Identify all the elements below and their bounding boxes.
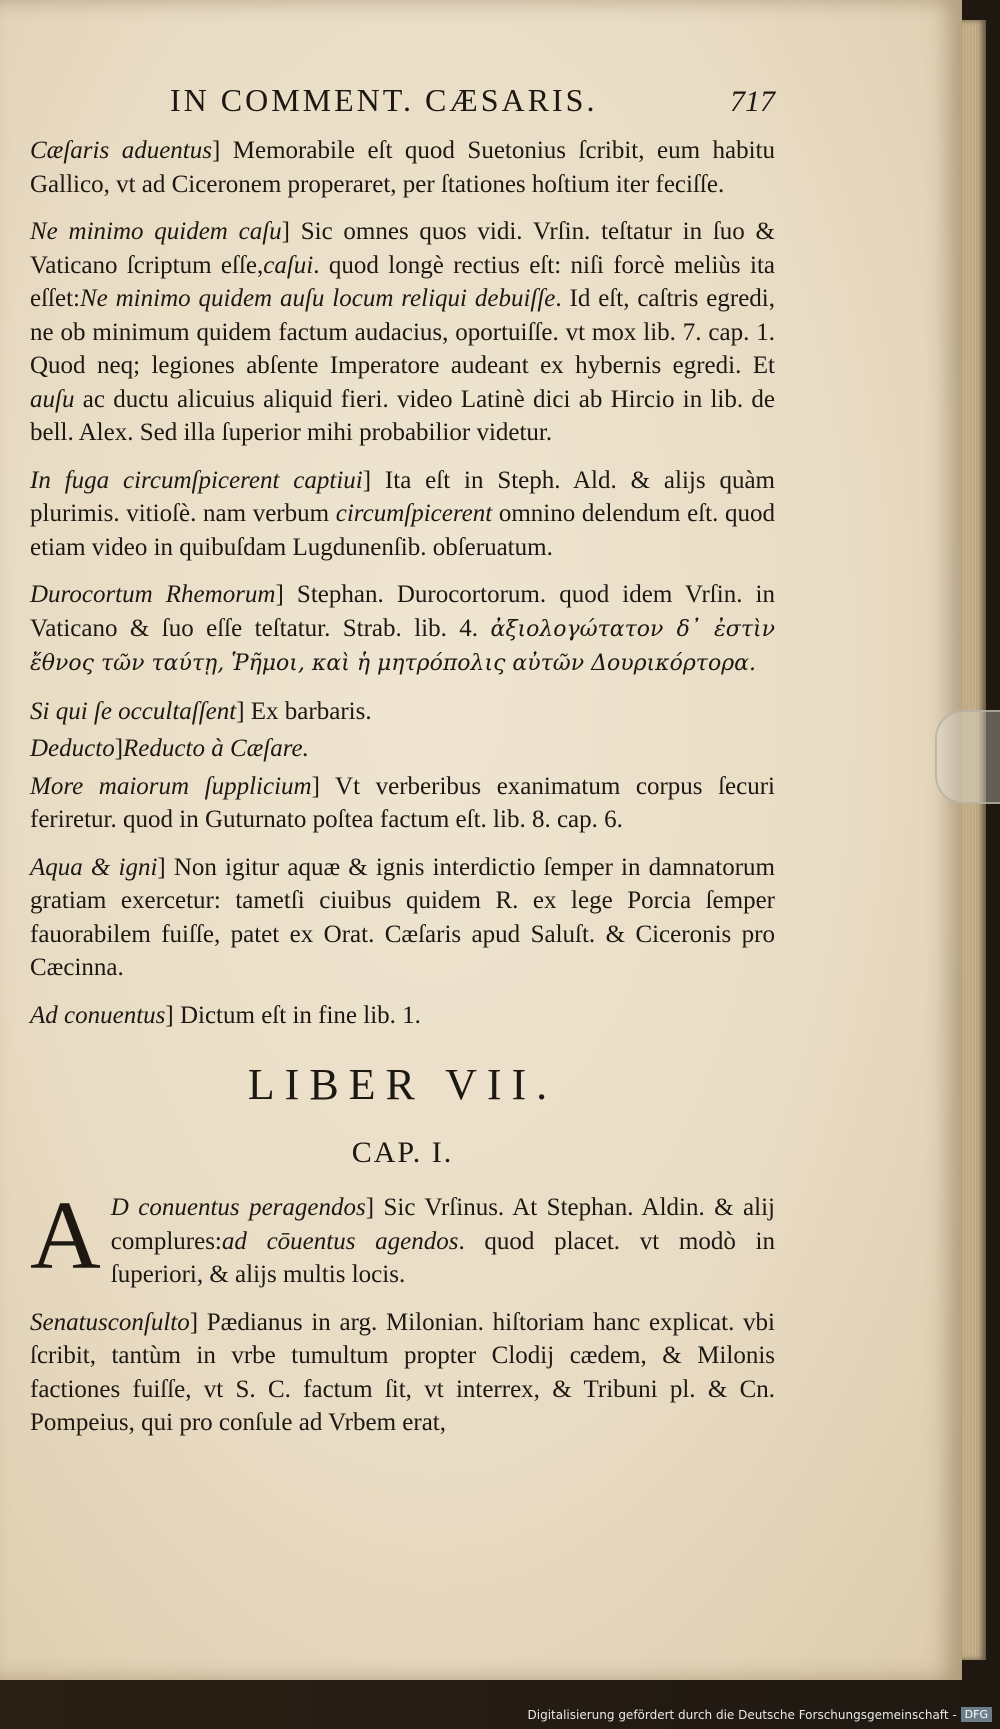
greek-quotation: ἀξιολογώτατον δ᾽ ἐστὶν ἔθνος τῶν ταύτῃ, Ῥῆμοι, καὶ ἡ μητρόπολις αὐτῶν Δουρικόρτορα. [30,616,775,676]
lemma: Si qui ſe occultaſſent [30,697,237,725]
commentary-text: ] Memorabile eſt quod Suetonius ſcribit, eum habitu Gallico, vt ad Ciceronem properaret, per ſtationes hoſtium iter feciſſe. [30,137,775,198]
commentary-text: omnino delendum eſt. quod etiam video in quibuſdam Lugdunenſib. obſeruatum. [30,500,775,561]
commentary-text: . Id eſt, caſtris egredi, ne ob minimum quidem factum audacius, oportuiſſe. vt mox lib. 7. cap. 1. Quod neq; legiones abſente Imperatore audeant ex hybernis egredi. Et [30,285,775,379]
page-number: 717 [730,85,775,118]
lemma: Senatusconſulto [30,1308,190,1336]
lemma: caſui [263,251,314,279]
page-clip-marker [935,710,1000,804]
commentary-text: . quod placet. vt modò in ſuperiori, & alijs multis locis. [110,1227,775,1288]
lemma: More maiorum ſupplicium [30,772,312,800]
page-edges [962,20,986,1660]
commentary-text: . quod longè rectius eſt: niſi forcè meliùs ita eſſet: [30,251,775,312]
commentary-text: ] Stephan. Durocortorum. quod idem Vrſin. in Vaticano & ſuo eſſe teſtatur. Strab. lib. 4. [30,581,776,642]
entry-paragraph [30,578,775,681]
entry-paragraph [30,134,775,201]
commentary-text: ] Ita eſt in Steph. Ald. & alijs quàm plurimis. vitioſè. nam verbum [30,466,775,527]
entry-paragraph [30,215,775,450]
lemma: Ne minimo quidem auſu locum reliqui debuiſſe [79,285,556,312]
page-header [30,84,775,128]
entry-paragraph [30,1182,775,1292]
entry-paragraph [30,695,775,729]
commentary-text: ] Non igitur aquæ & ignis interdictio ſemper in damnatorum gratiam exercetur: tametſi ciuibus quidem R. ex lege Porcia ſemper fauorabilem fuiſſe, patet ex Orat. Cæſaris apud Saluſt. & Ciceronis pro Cæcinna. [30,853,775,981]
funding-credit: Digitalisierung gefördert durch die Deutsche Forschungsgemeinschaft - [527,1707,957,1722]
book-heading: LIBER VII. [247,1060,558,1109]
drop-capital: A [30,1182,101,1290]
commentary-text: ] Dictum eſt in fine lib. 1. [165,1001,421,1029]
entry-paragraph [30,851,775,985]
commentary-text: ] Vt verberibus exanimatum corpus ſecuri feriretur. quod in Guturnato poſtea factum eſt. lib. 8. cap. 6. [30,772,775,833]
entry-paragraph [30,770,775,837]
lemma: Durocortum Rhemorum [30,581,276,608]
dfg-logo: DFG [961,1707,992,1722]
lemma: D conuentus peragendos [110,1194,366,1221]
commentary-text: ] Pædianus in arg. Milonian. hiſtoriam hanc explicat. vbi ſcribit, tantùm in vrbe tumultum propter Clodij cædem, & Milonis factiones fuiſſe, vt S. C. factum ſit, vt interrex, & Tribuni pl. & Cn. Pompeius, qui pro conſule ad Vrbem erat, [30,1308,775,1436]
lemma: Deducto [30,735,115,762]
lemma: Aqua & igni [30,853,158,881]
lemma: Ad conuentus [30,1001,166,1029]
lemma: circumſpicerent [335,500,493,527]
entry-paragraph [30,999,775,1033]
digitization-footer [0,1700,1000,1729]
commentary-text: ] Sic Vrſinus. At Stephan. Aldin. & alij complures: [110,1194,775,1255]
entry-paragraph [30,1306,775,1440]
lemma: Ne minimo quidem caſu [30,218,282,245]
entry-paragraph [30,732,775,766]
lemma: Reducto à Cæſare. [123,735,309,762]
commentary-text: ] Ex barbaris. [236,697,372,725]
running-title: IN COMMENT. CÆSARIS. [170,82,598,118]
chapter-heading: CAP. I. [351,1135,454,1169]
page-text [30,84,775,1454]
lemma: In fuga circumſpicerent captiui [30,466,363,494]
entry-paragraph [30,464,775,565]
lemma: ad cōuentus agendos [221,1227,459,1255]
commentary-text: ac ductu alicuius aliquid fieri. video Latinè dici ab Hircio in lib. de bell. Alex. Sed illa ſuperior mihi probabilior videtur. [30,385,776,446]
commentary-text: ] Sic omnes quos vidi. Vrſin. teſtatur in ſuo & Vaticano ſcriptum eſſe, [30,218,775,279]
lemma: auſu [30,385,75,413]
lemma: Cæſaris aduentus [30,137,212,164]
commentary-text: ] [114,735,124,762]
